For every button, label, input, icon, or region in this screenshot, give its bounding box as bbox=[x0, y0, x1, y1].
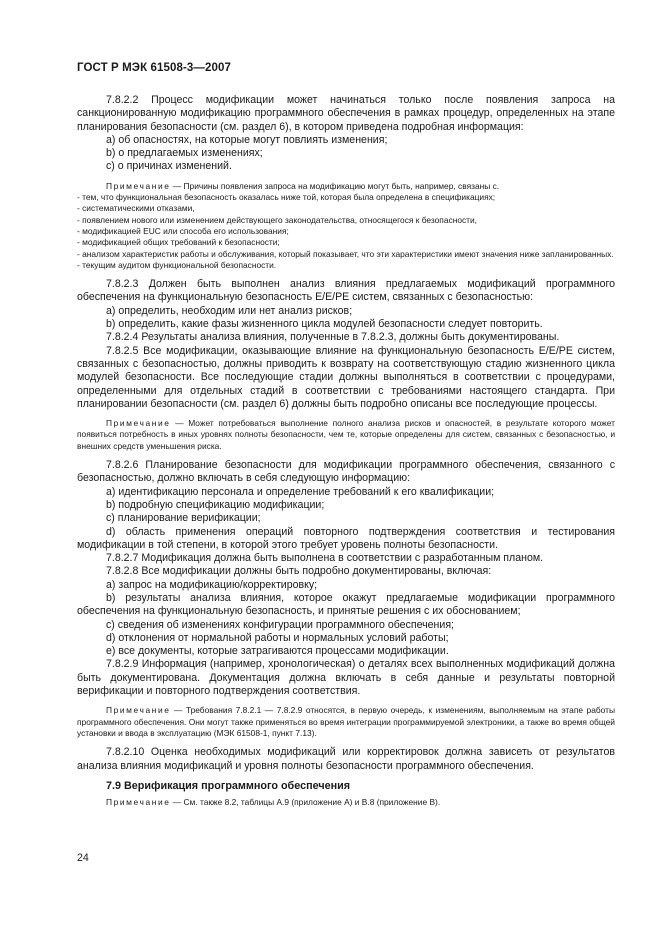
list-item: а) запрос на модификацию/корректировку; bbox=[106, 578, 318, 591]
note-4 bbox=[77, 797, 615, 808]
note-label: Примечание bbox=[106, 705, 171, 716]
note-line: - модификацией общих требований к безопасности; bbox=[77, 237, 280, 248]
paragraph-7-8-2-6: 7.8.2.6 Планирование безопасности для модификации программного обеспечения, связанного с безопасностью, должно включать в себя следующую информацию: bbox=[77, 459, 615, 485]
list-item: b) результаты анализа влияния, которое окажут предлагаемые модификации программного обеспечения на функциональную безопасность, и принятые решения с их обоснованием; bbox=[77, 591, 615, 618]
paragraph-7-8-2-7: 7.8.2.7 Модификация должна быть выполнена в соответствии с разработанным планом. bbox=[106, 552, 544, 565]
list-item: b) определить, какие фазы жизненного цикла модулей безопасности следует повторить. bbox=[106, 318, 543, 331]
note-text: — См. также 8.2, таблицы А.9 (приложение А) и В.8 (приложение В). bbox=[170, 797, 441, 808]
paragraph-7-8-2-5: 7.8.2.5 Все модификации, оказывающие влияние на функциональную безопасность Е/Е/РЕ систем, связанных с безопасностью, должны приводить к возврату на соответствующую стадию жизненного цикла модулей безопасности. Все последующие стадии должны выполняться в соответствии с процедурами, определенными для отдельных стадий в соответствии с требованиями настоящего стандарта. При планировании безопасности (см. раздел 6) должны быть подробно описаны все последующие процессы. bbox=[77, 344, 615, 410]
note-line: - систематическими отказами, bbox=[77, 203, 195, 214]
paragraph-7-8-2-8: 7.8.2.8 Все модификации должны быть подробно документированы, включая: bbox=[106, 565, 492, 578]
list-item: b) подробную спецификацию модификации; bbox=[106, 498, 325, 511]
document-header: ГОСТ Р МЭК 61508-3—2007 bbox=[77, 62, 231, 74]
note-3 bbox=[77, 705, 615, 739]
list-item: а) об опасностях, на которые могут повлиять изменения; bbox=[106, 133, 388, 146]
note-text: — Требования 7.8.2.1 — 7.8.2.9 относятся, в первую очередь, к изменениям, выполняемым на этапе работы программного обеспечения. Они могут также применяться во время интеграции программируемой электроники, а также во время общей установки и ввода в эксплуатацию (МЭК 61508-1, пункт 7.13). bbox=[77, 705, 615, 738]
note-2 bbox=[77, 418, 615, 452]
list-item: с) планирование верификации; bbox=[106, 512, 261, 525]
note-line: - тем, что функциональная безопасность оказалась ниже той, которая была определена в спецификациях; bbox=[77, 192, 496, 203]
note-line: - модификацией EUC или способа его использования; bbox=[77, 225, 289, 236]
document-body bbox=[77, 94, 615, 808]
list-item: b) о предлагаемых изменениях; bbox=[106, 147, 263, 160]
list-item: d) область применения операций повторного подтверждения соответствия и тестирования модификации в той степени, в которой этого требует уровень полноты безопасности. bbox=[77, 525, 615, 551]
paragraph-7-8-2-9: 7.8.2.9 Информация (например, хронологическая) о деталях всех выполненных модификаций должна быть документирована. Документация должна включать в себя данные и результаты повторной верификации и повторного подтверждения соответствия. bbox=[77, 658, 615, 698]
list-item: с) сведения об изменениях конфигурации программного обеспечения; bbox=[106, 618, 454, 631]
list-item: d) отклонения от нормальной работы и нормальных условий работы; bbox=[106, 631, 449, 644]
note-1 bbox=[77, 181, 615, 192]
list-item: а) определить, необходим или нет анализ рисков; bbox=[106, 304, 353, 317]
list-item: с) о причинах изменений. bbox=[106, 160, 232, 173]
paragraph-7-8-2-4: 7.8.2.4 Результаты анализа влияния, полученные в 7.8.2.3, должны быть документированы. bbox=[106, 331, 560, 344]
note-line: - появлением нового или изменением действующего законодательства, относящегося к безопасности, bbox=[77, 214, 478, 225]
section-heading-7-9: 7.9 Верификация программного обеспечения bbox=[106, 779, 351, 792]
paragraph-7-8-2-2: 7.8.2.2 Процесс модификации может начинаться только после появления запроса на санкционированную модификацию программного обеспечения в рамках процедур, определенных на этапе планирования безопасности (см. раздел 6), в котором приведена подробная информация: bbox=[77, 94, 615, 133]
list-item: е) все документы, которые затрагиваются процессами модификации. bbox=[106, 645, 449, 658]
paragraph-7-8-2-3: 7.8.2.3 Должен быть выполнен анализ влияния предлагаемых модификаций программного обеспечения на функциональную безопасность Е/Е/РЕ систем, связанных с безопасностью: bbox=[77, 278, 615, 304]
note-text: — Может потребоваться выполнение полного анализа рисков и опасностей, в результате которого может появиться потребность в иных уровнях полноты безопасности, чем те, которые определены для систем, связанных с безопасностью, и внешних средств уменьшения риска. bbox=[77, 418, 615, 451]
note-label: Примечание bbox=[106, 418, 171, 429]
note-line: - анализом характеристик работы и обслуживания, который показывает, что эти характеристики имеют значения ниже запланированных. bbox=[77, 248, 614, 259]
note-label: Примечание bbox=[106, 180, 171, 191]
page-number: 24 bbox=[77, 852, 89, 864]
note-line: - текущим аудитом функциональной безопасности. bbox=[77, 259, 277, 270]
note-text: — Причины появления запроса на модификацию могут быть, например, связаны с. bbox=[170, 180, 500, 191]
note-label: Примечание bbox=[106, 797, 171, 808]
list-item: а) идентификацию персонала и определение требований к его квалификации; bbox=[106, 485, 495, 498]
paragraph-7-8-2-10: 7.8.2.10 Оценка необходимых модификаций или корректировок должна зависеть от результатов анализа влияния модификаций и уровня полноты безопасности программного обеспечения. bbox=[77, 746, 615, 772]
